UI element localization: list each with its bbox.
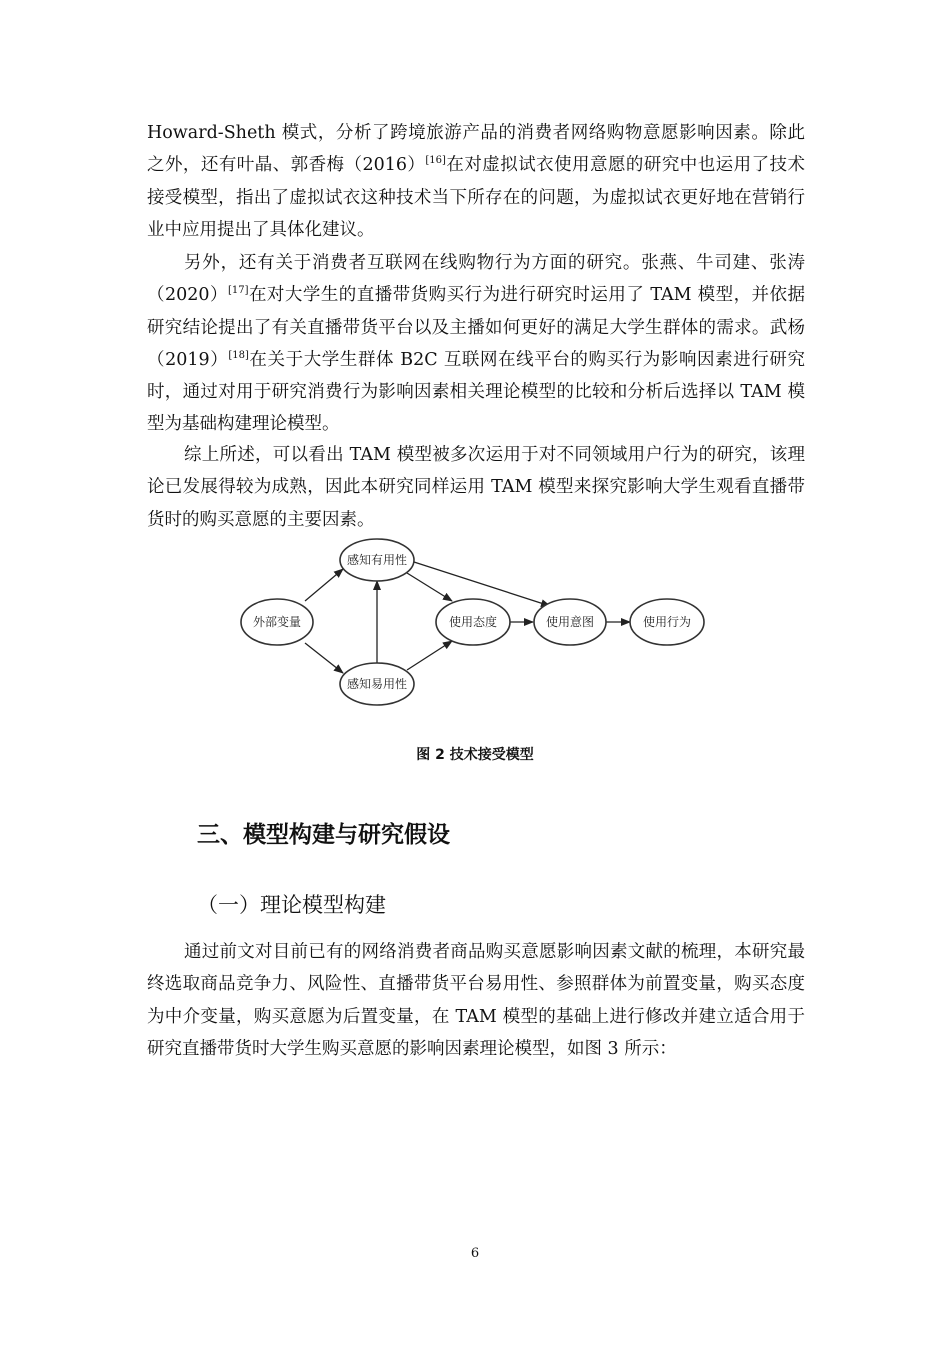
- p1-text-b: 在对虚拟试衣使用意愿的研究中也运用了技术接受模型，指出了虚拟试衣这种技术当下所存在的问题，为虚拟试衣更好地在营销行业中应用提出了具体化建议。: [147, 155, 805, 240]
- p2-text-b: 在对大学生的直播带货购买行为进行研究时运用了 TAM 模型，并依据研究结论提出了有关直播带货平台以及主播如何更好的满足大学生群体的需求。武杨（2019）: [147, 285, 805, 370]
- citation-17: [17]: [227, 285, 249, 297]
- node-intention: [534, 599, 606, 645]
- arrow-external-to-ease: [305, 643, 343, 673]
- p1-text-a: Howard-Sheth 模式，分析了跨境旅游产品的消费者网络购物意愿影响因素。除此之外，还有叶晶、郭香梅（2016）: [147, 123, 805, 176]
- paragraph-summary: [147, 439, 805, 536]
- arrow-usefulness-to-attitude: [407, 573, 452, 601]
- node-external-variable: [241, 599, 313, 645]
- node-perceived-usefulness: [340, 539, 414, 581]
- p2-text-c: 在关于大学生群体 B2C 互联网在线平台的购买行为影响因素进行研究时，通过对用于研究消费行为影响因素相关理论模型的比较和分析后选择以 TAM 模型为基础构建理论模型。: [147, 349, 805, 435]
- tam-model-diagram: [240, 537, 710, 715]
- p2-text-a: 另外，还有关于消费者互联网在线购物行为方面的研究。张燕、牛司建、张涛（2020）: [147, 253, 805, 306]
- figure-caption: 图 2 技术接受模型: [416, 747, 534, 763]
- node-attitude-label: 使用态度: [448, 615, 498, 629]
- arrow-ease-to-attitude: [407, 641, 452, 670]
- p4-text: 通过前文对目前已有的网络消费者商品购买意愿影响因素文献的梳理，本研究最终选取商品竞争力、风险性、直播带货平台易用性、参照群体为前置变量，购买态度为中介变量，购买意愿为后置变量，在 TAM 模型的基础上进行修改并建立适合用于研究直播带货时大学生购买意愿的影响因素理论模型，如图 3 所示：: [147, 942, 805, 1059]
- node-behavior: [630, 599, 704, 645]
- node-perceived-ease: [340, 663, 414, 705]
- node-intention-label: 使用意图: [545, 615, 595, 629]
- node-perceived-ease-label: 感知易用性: [346, 677, 408, 691]
- citation-16: [16]: [425, 155, 446, 167]
- arrow-external-to-usefulness: [305, 569, 343, 601]
- node-perceived-usefulness-label: 感知有用性: [346, 553, 408, 567]
- node-behavior-label: 使用行为: [642, 615, 692, 629]
- subsection-heading: （一）理论模型构建: [197, 893, 386, 917]
- p3-text: 综上所述，可以看出 TAM 模型被多次运用于对不同领域用户行为的研究，该理论已发展得较为成熟，因此本研究同样运用 TAM 模型来探究影响大学生观看直播带货时的购买意愿的主要因素。: [147, 445, 805, 530]
- citation-18: [18]: [228, 349, 249, 361]
- page-number: 6: [470, 1246, 480, 1261]
- paragraph-howard-sheth: [147, 117, 805, 246]
- paragraph-model-construction: [147, 936, 805, 1065]
- paragraph-online-shopping: [147, 247, 805, 441]
- node-external-variable-label: 外部变量: [252, 615, 302, 629]
- node-attitude: [436, 599, 510, 645]
- section-heading: 三、模型构建与研究假设: [197, 822, 450, 848]
